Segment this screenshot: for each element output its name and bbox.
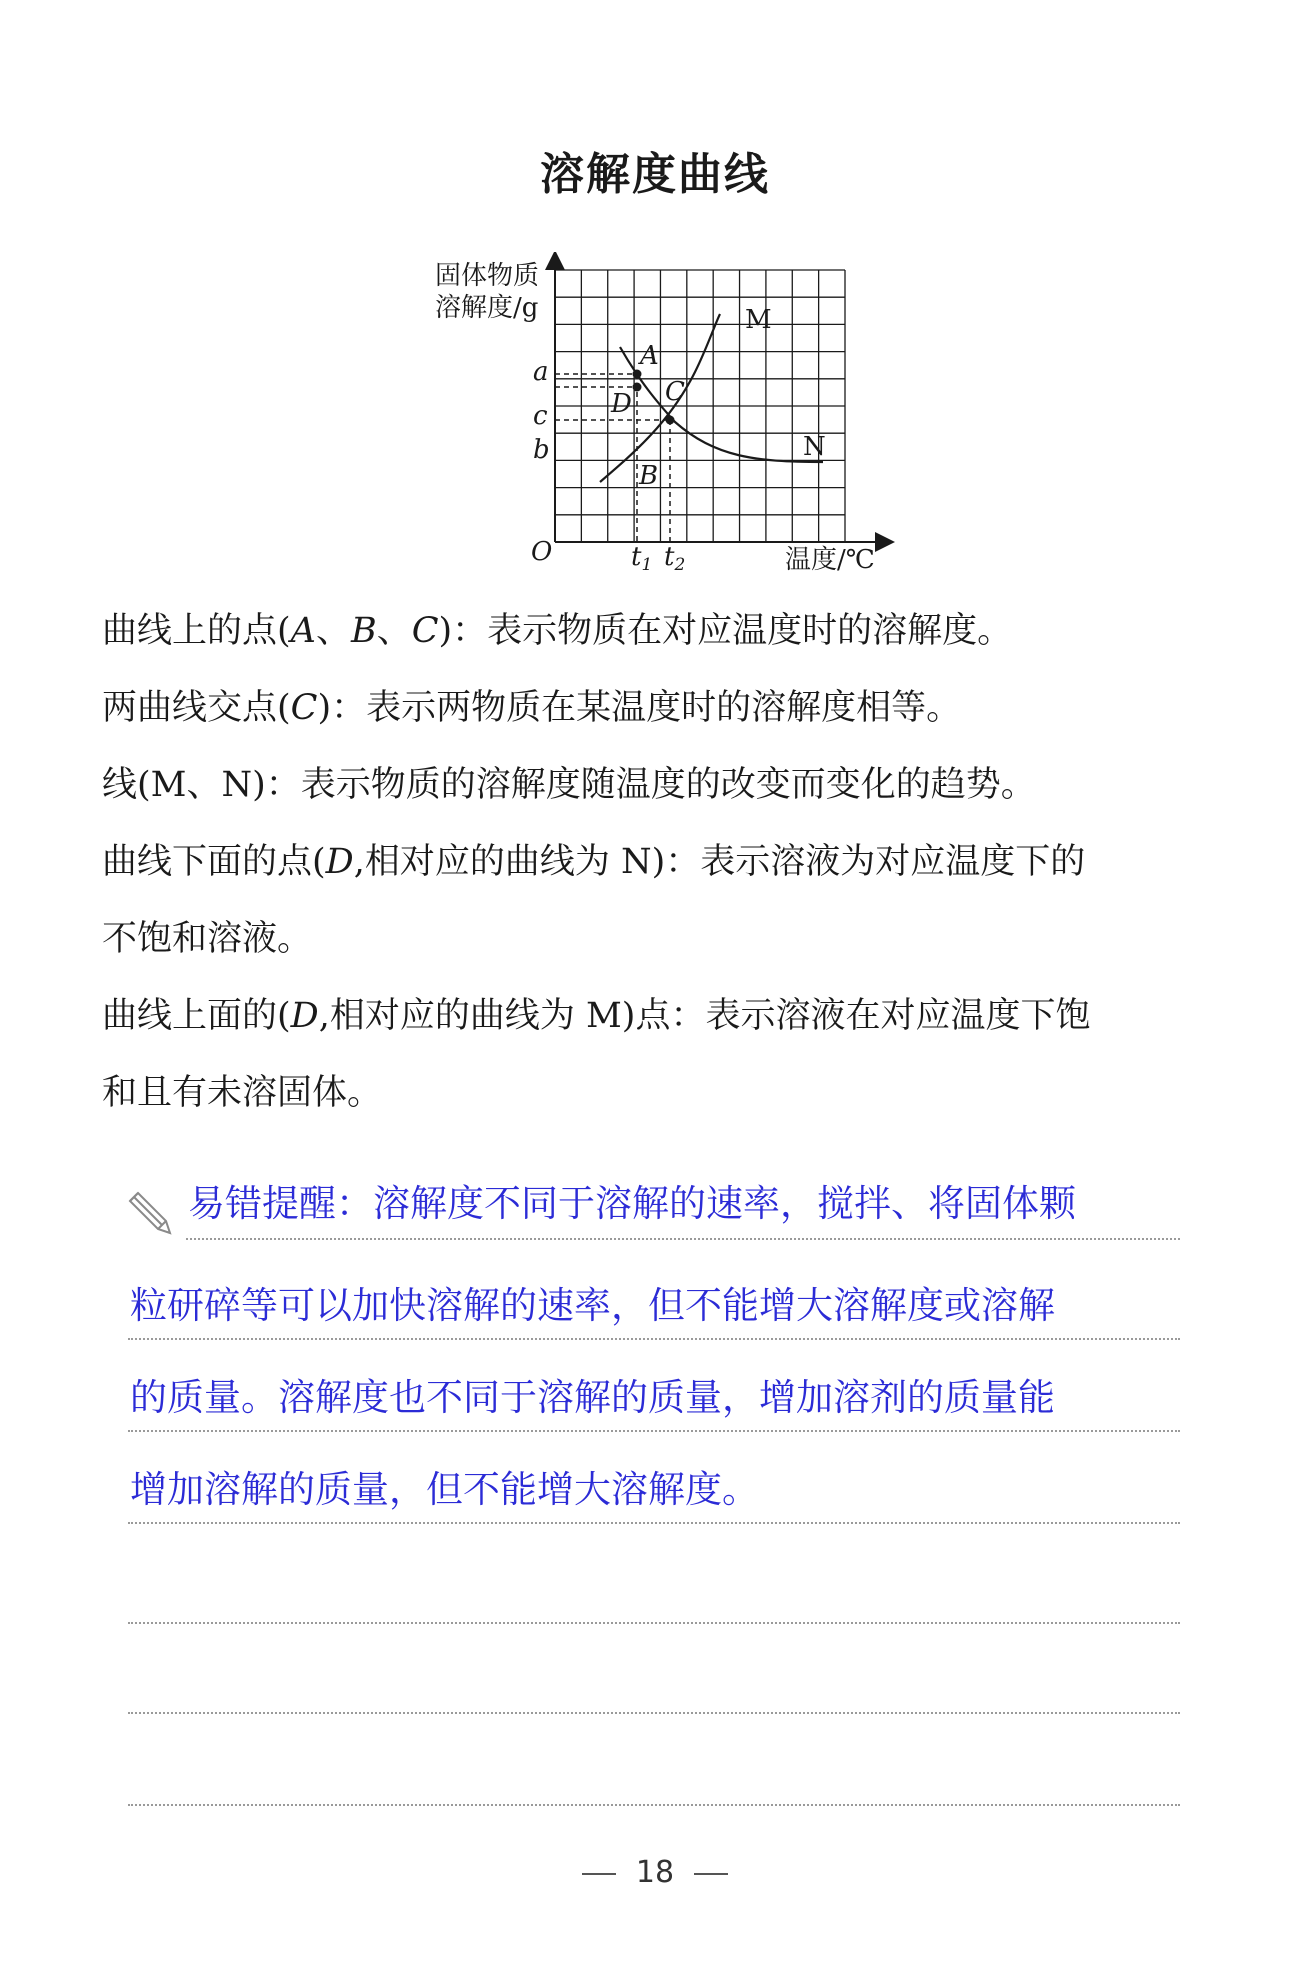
- explanation-line-4: 曲线下面的点(D,相对应的曲线为 N)：表示溶液为对应温度下的: [102, 842, 1086, 882]
- point-b-label: B: [639, 461, 659, 491]
- rule-4: [128, 1522, 1180, 1524]
- x-tick-t2: t2: [664, 542, 686, 575]
- explanation-line-7: 和且有未溶固体。: [102, 1073, 383, 1113]
- x-axis-label: 温度/℃: [785, 545, 875, 575]
- explanation-line-6: 曲线上面的(D,相对应的曲线为 M)点：表示溶液在对应温度下饱: [102, 996, 1091, 1036]
- rule-3: [128, 1430, 1180, 1432]
- page-number-dash-right: [694, 1873, 728, 1875]
- curve-m-label: M: [745, 305, 772, 335]
- x-tick-t1: t1: [631, 542, 653, 575]
- point-c-label: C: [665, 377, 685, 407]
- curve-n-label: N: [803, 432, 826, 462]
- y-axis-label-line1: 固体物质: [435, 261, 540, 291]
- point-a-label: A: [640, 341, 659, 371]
- rule-7: [128, 1804, 1180, 1806]
- reminder-line-1: 易错提醒：溶解度不同于溶解的速率，搅拌、将固体颗: [188, 1182, 1076, 1225]
- explanation-line-3: 线(M、N)：表示物质的溶解度随温度的改变而变化的趋势。: [102, 765, 1036, 805]
- solubility-curve-svg: [395, 252, 915, 592]
- explanation-text: [102, 612, 1212, 1151]
- explanation-line-5: 不饱和溶液。: [102, 919, 313, 959]
- rule-6: [128, 1712, 1180, 1714]
- reminder-line-2: 粒研碎等可以加快溶解的速率，但不能增大溶解度或溶解: [130, 1284, 1055, 1327]
- point-d-label: D: [611, 389, 632, 419]
- reminder-line-3: 的质量。溶解度也不同于溶解的质量，增加溶剂的质量能: [130, 1376, 1055, 1419]
- grid: [555, 270, 845, 542]
- y-axis-label-line2: 溶解度/g: [435, 293, 539, 323]
- y-tick-a: a: [533, 357, 549, 387]
- reminder-line-4: 增加溶解的质量，但不能增大溶解度。: [130, 1468, 759, 1511]
- rule-2: [128, 1338, 1180, 1340]
- origin-label: O: [531, 537, 553, 567]
- page-number-dash-left: [582, 1873, 616, 1875]
- pencil-icon: [128, 1185, 174, 1237]
- point-c-dot: [666, 416, 675, 425]
- explanation-line-1: 曲线上的点(A、B、C)：表示物质在对应温度时的溶解度。: [102, 611, 1013, 651]
- page-title: 溶解度曲线: [540, 149, 770, 200]
- y-tick-b: b: [533, 435, 550, 465]
- point-d-dot: [633, 383, 642, 392]
- solubility-curve-diagram: [395, 252, 915, 592]
- explanation-line-2: 两曲线交点(C)：表示两物质在某温度时的溶解度相等。: [102, 688, 962, 728]
- rule-1: [186, 1238, 1180, 1240]
- rule-5: [128, 1622, 1180, 1624]
- page-number: 18: [0, 1855, 1310, 1890]
- y-tick-c: c: [533, 401, 548, 431]
